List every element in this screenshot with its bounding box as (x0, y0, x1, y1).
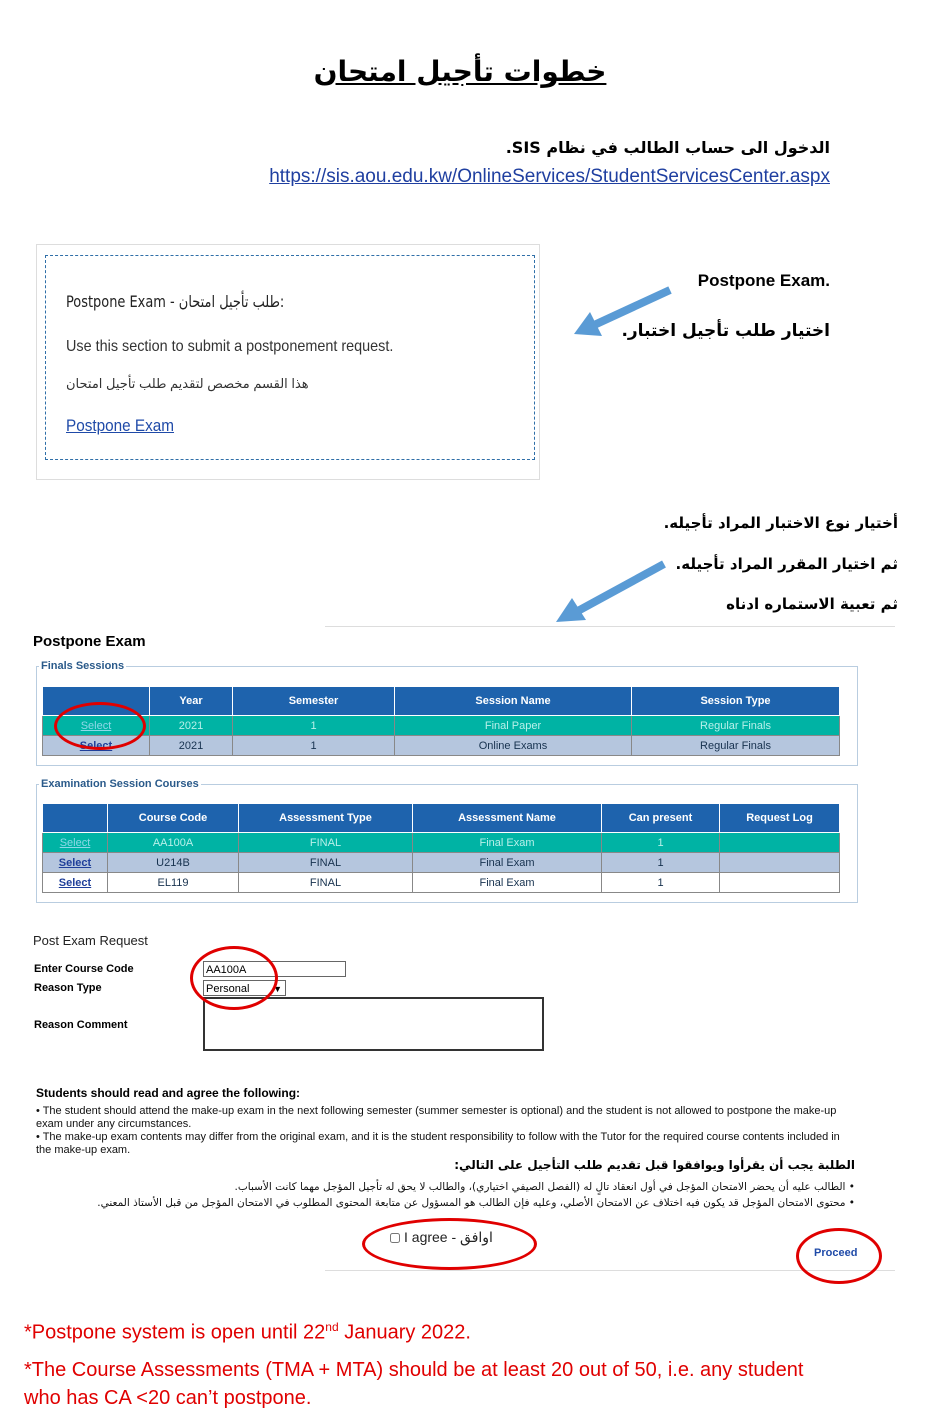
agree-label: I agree - اوافق (404, 1229, 493, 1245)
table-cell (720, 873, 840, 893)
agreement-bullet-en: • The student should attend the make-up exam in the next following semester (summer semester is optional) and the student is not allowed to postpone the make-up exam under any circumstances. (36, 1105, 837, 1130)
agreement-bullet-ar: • الطالب عليه أن يحضر الامتحان المؤجل في أول انعقاد تالٍ له (الفصل الصيفي اختياري)، والطالب لا يحق له تأجيل المؤجل مهما كانت الأسباب. (234, 1181, 855, 1193)
step-choose-course: ثم اختيار المقرر المراد تأجيله. (675, 555, 898, 573)
reason-type-label: Reason Type (34, 982, 102, 994)
table-cell: 1 (602, 853, 720, 873)
deadline-note-b: January 2022. (338, 1321, 471, 1344)
table-cell: 1 (233, 736, 395, 756)
col-header (43, 804, 108, 833)
agreement-bullet-ar: • محتوى الامتحان المؤجل قد يكون فيه اختلاف عن الامتحان الأصلي، وعليه فإن الطالب هو المسؤول عن متابعة المحتوى المطلوب في الامتحان المؤجل من قبل الأستاذ المعني. (97, 1197, 855, 1209)
agreement-bullet-en: • The make-up exam contents may differ from the original exam, and it is the student responsibility to follow with the Tutor for the required course contents included in the make-up exam. (36, 1131, 840, 1156)
col-header: Year (150, 687, 233, 716)
postpone-exam-link[interactable]: Postpone Exam (66, 416, 175, 435)
reason-type-value: Personal (206, 983, 250, 995)
step-choose-request: اختيار طلب تأجيل اختبار. (621, 321, 830, 341)
table-cell: 1 (602, 873, 720, 893)
table-cell (720, 853, 840, 873)
col-header: Course Code (108, 804, 239, 833)
course-code-label: Enter Course Code (34, 963, 134, 975)
agreement-heading-ar: الطلبة يجب أن يقرأوا ويوافقوا قبل تقديم طلب التأجيل على التالي: (454, 1158, 855, 1172)
col-header: Session Name (395, 687, 632, 716)
section-desc-en: Use this section to submit a postponement request. (66, 338, 394, 355)
table-cell: FINAL (239, 873, 413, 893)
highlight-circle (362, 1218, 537, 1270)
arrow-icon (552, 558, 672, 628)
table-cell: Regular Finals (632, 736, 840, 756)
page-title: خطوات تأجيل امتحان (313, 55, 607, 88)
dashed-frame (45, 255, 535, 460)
col-header: Assessment Type (239, 804, 413, 833)
step-login-text: الدخول الى حساب الطالب في نظام SIS. (505, 138, 830, 157)
select-link[interactable]: Select (58, 876, 92, 889)
table-row (43, 736, 840, 756)
table-cell: AA100A (108, 833, 239, 853)
table-cell: EL119 (108, 873, 239, 893)
chevron-down-icon: ▼ (273, 984, 282, 994)
deadline-note-sup: nd (325, 1320, 339, 1334)
finals-sessions-legend: Finals Sessions (41, 660, 125, 672)
table-cell: 1 (602, 833, 720, 853)
table-cell: Final Paper (395, 716, 632, 736)
step-fill-form: ثم تعبية الاستماره ادناه (726, 595, 898, 613)
table-cell: Online Exams (395, 736, 632, 756)
divider (325, 626, 895, 627)
select-link[interactable]: Select (58, 856, 92, 869)
proceed-button[interactable]: Proceed (814, 1247, 858, 1259)
table-cell: FINAL (239, 833, 413, 853)
table-row (43, 873, 840, 893)
table-cell: U214B (108, 853, 239, 873)
table-cell: 1 (233, 716, 395, 736)
table-row (43, 853, 840, 873)
sis-link[interactable]: https://sis.aou.edu.kw/OnlineServices/StudentServicesCenter.aspx (269, 166, 830, 187)
table-cell: 2021 (150, 716, 233, 736)
highlight-circle (796, 1228, 882, 1284)
col-header: Request Log (720, 804, 840, 833)
table-cell (720, 833, 840, 853)
highlight-circle (190, 946, 278, 1010)
table-cell: Final Exam (413, 873, 602, 893)
col-header: Session Type (632, 687, 840, 716)
postpone-section-screenshot (36, 244, 540, 480)
select-link[interactable]: Select (59, 836, 91, 849)
table-row (43, 833, 840, 853)
table-row (43, 716, 840, 736)
highlight-circle (54, 702, 146, 750)
reason-comment-label: Reason Comment (34, 1019, 128, 1031)
finals-sessions-table (42, 686, 840, 756)
col-header: Assessment Name (413, 804, 602, 833)
postpone-exam-title: Postpone Exam (33, 633, 146, 650)
arrow-icon (570, 282, 680, 342)
select-link[interactable]: Select (80, 719, 112, 732)
col-header: Semester (233, 687, 395, 716)
exam-courses-table (42, 803, 840, 893)
col-header: Can present (602, 804, 720, 833)
agreement-heading: Students should read and agree the following: (36, 1086, 301, 1100)
course-code-input[interactable]: AA100A (203, 961, 346, 977)
table-cell: 2021 (150, 736, 233, 756)
assessment-note: *The Course Assessments (TMA + MTA) should be at least 20 out of 50, i.e. any student who has CA <20 can’t postpone. (24, 1359, 804, 1409)
exam-courses-legend: Examination Session Courses (41, 778, 199, 790)
step-postpone-exam: Postpone Exam. (697, 271, 830, 290)
table-cell: Regular Finals (632, 716, 840, 736)
section-heading: Postpone Exam - طلب تأجيل امتحان: (66, 292, 285, 311)
post-exam-request-title: Post Exam Request (33, 933, 148, 948)
table-cell: Final Exam (413, 853, 602, 873)
select-link[interactable]: Select (79, 739, 113, 752)
deadline-note-a: *Postpone system is open until 22 (24, 1321, 326, 1344)
table-cell: FINAL (239, 853, 413, 873)
section-desc-ar: هذا القسم مخصص لتقديم طلب تأجيل امتحان (66, 376, 309, 391)
deadline-note (24, 1313, 471, 1347)
step-choose-type: أختيار نوع الاختبار المراد تأجيله. (663, 514, 898, 532)
table-cell: Final Exam (413, 833, 602, 853)
